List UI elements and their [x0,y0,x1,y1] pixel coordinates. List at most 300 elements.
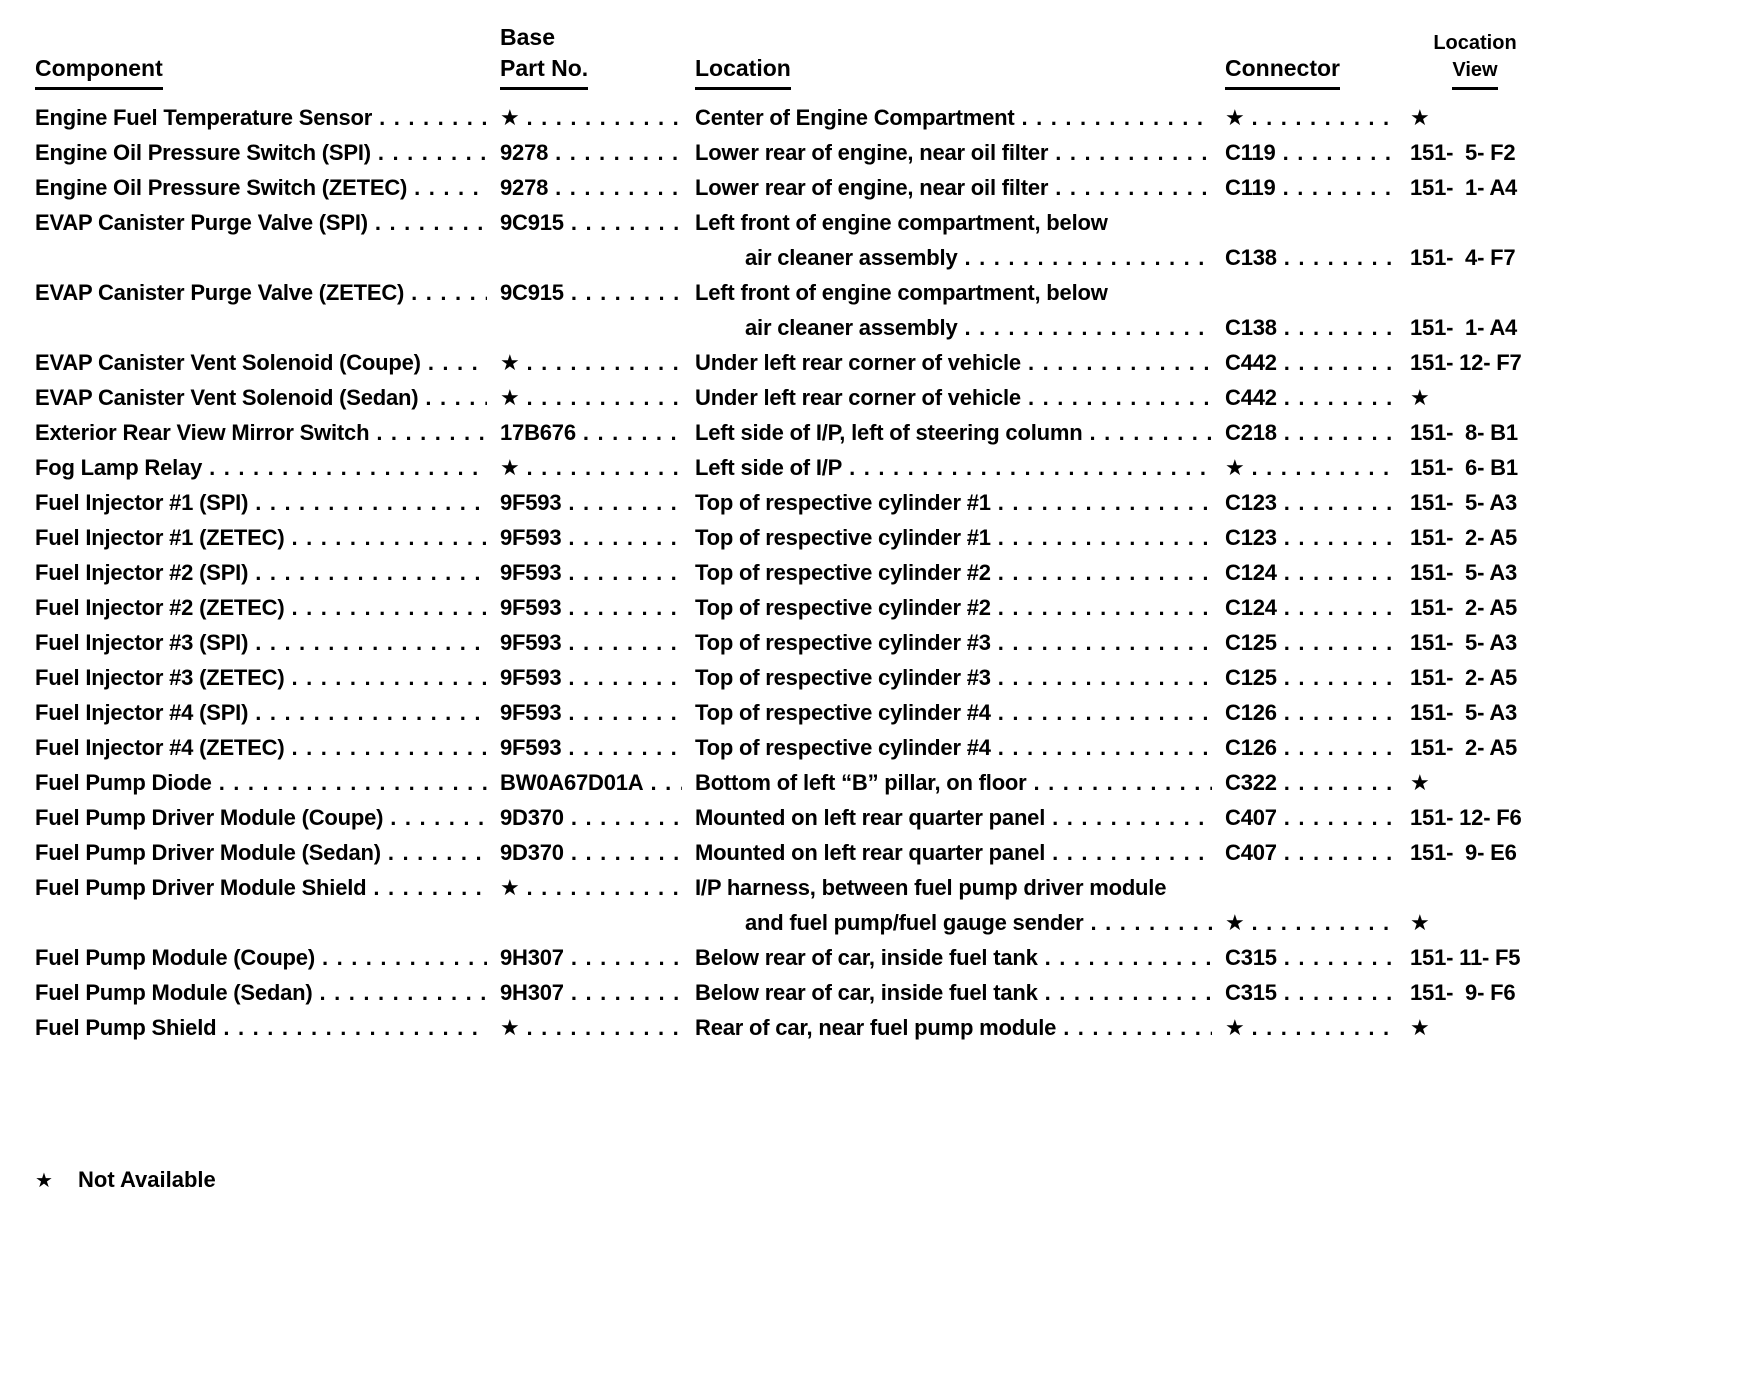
footnote-text: Not Available [78,1167,216,1192]
dot-leader [248,625,487,660]
cell-base-part-no [500,765,695,800]
table-row [35,870,1540,940]
cell-base-part-no [500,520,695,555]
cell-connector [1225,835,1410,870]
dot-leader [1277,520,1397,555]
dot-leader [561,660,682,695]
dot-leader [991,590,1212,625]
dot-leader [1015,100,1212,135]
cell-connector [1225,590,1410,625]
cell-base-part-no [500,975,695,1010]
dot-leader [1021,380,1212,415]
table-row [35,135,1540,170]
location-line [695,555,1225,590]
location-view-value: 151- 12- F7 [1410,350,1522,375]
cell-location-view [1410,1010,1540,1045]
location-view-value: 151- 5- A3 [1410,490,1518,515]
base-part-no-value: 9F593 [500,700,562,725]
dot-leader [1277,660,1397,695]
location-text: Lower rear of engine, near oil filter [695,140,1049,165]
cell-location [695,730,1225,765]
dot-leader [315,940,487,975]
location-view-value: 151- 5- A3 [1410,560,1518,585]
dot-leader [371,135,487,170]
cell-location [695,800,1225,835]
location-view-value: ★ [1410,910,1430,935]
location-text: Top of respective cylinder #4 [695,735,991,760]
component-name: EVAP Canister Purge Valve (SPI) [35,210,368,235]
component-name: EVAP Canister Vent Solenoid (Coupe) [35,350,421,375]
location-line [695,730,1225,765]
cell-location [695,380,1225,415]
dot-leader [991,660,1212,695]
cell-connector [1225,940,1410,975]
location-line [695,765,1225,800]
connector-value: C218 [1225,420,1277,445]
location-text: Top of respective cylinder #2 [695,595,991,620]
location-text: Top of respective cylinder #3 [695,665,991,690]
component-name: Engine Fuel Temperature Sensor [35,105,373,130]
dot-leader [381,835,487,870]
star-icon: ★ [35,1170,53,1192]
location-line [695,415,1225,450]
dot-leader [520,450,682,485]
dot-leader [561,590,682,625]
cell-location [695,415,1225,450]
base-part-no-value: 9H307 [500,980,564,1005]
dot-leader [520,100,682,135]
dot-leader [284,590,487,625]
table-row [35,1010,1540,1045]
cell-base-part-no [500,940,695,975]
cell-location [695,590,1225,625]
dot-leader [1048,170,1212,205]
location-text: Left front of engine compartment, below [695,280,1108,305]
cell-component [35,415,500,450]
cell-base-part-no [500,380,695,415]
location-view-value: ★ [1410,770,1430,795]
base-part-no-value: 9F593 [500,560,562,585]
connector-value: C315 [1225,980,1277,1005]
header-base-part-no-line1: Base [500,24,555,50]
cell-component [35,450,500,485]
location-view-value: 151- 9- F6 [1410,980,1516,1005]
dot-leader [313,975,487,1010]
dot-leader [561,695,682,730]
cell-component [35,730,500,765]
location-text: Left side of I/P, left of steering column [695,420,1083,445]
base-part-no-value: 9C915 [500,280,564,305]
location-text: Under left rear corner of vehicle [695,385,1021,410]
cell-location-view [1410,695,1540,730]
header-location-view [1410,30,1540,90]
component-name: EVAP Canister Vent Solenoid (Sedan) [35,385,419,410]
dot-leader [564,800,682,835]
cell-component [35,135,500,170]
table-row [35,975,1540,1010]
dot-leader [564,940,682,975]
dot-leader [1276,135,1397,170]
location-text: air cleaner assembly [745,245,958,270]
table-row [35,660,1540,695]
dot-leader [1021,345,1212,380]
base-part-no-value: 9F593 [500,525,562,550]
table-header-row [35,22,1540,90]
dot-leader [1277,240,1397,275]
component-name: Fuel Pump Driver Module (Coupe) [35,805,384,830]
cell-component [35,870,500,940]
cell-base-part-no [500,590,695,625]
cell-location-view [1410,590,1540,625]
location-line [695,450,1225,485]
cell-base-part-no [500,800,695,835]
cell-base-part-no [500,730,695,765]
location-line [695,695,1225,730]
component-name: Fuel Pump Diode [35,770,212,795]
location-text: Top of respective cylinder #1 [695,490,991,515]
connector-value: C138 [1225,245,1277,270]
cell-connector [1225,975,1410,1010]
dot-leader [216,1010,487,1045]
component-name: Fuel Injector #2 (SPI) [35,560,249,585]
location-line [695,870,1225,905]
location-line [695,345,1225,380]
location-view-value: 151- 12- F6 [1410,805,1522,830]
connector-value: C124 [1225,560,1277,585]
dot-leader [1082,415,1212,450]
cell-location [695,485,1225,520]
header-base-part-no [500,22,695,90]
location-view-value: ★ [1410,385,1430,410]
table-row [35,485,1540,520]
location-line [695,975,1225,1010]
cell-base-part-no [500,485,695,520]
base-part-no-value: ★ [500,385,520,410]
cell-location-view [1410,485,1540,520]
dot-leader [202,450,487,485]
cell-base-part-no [500,1010,695,1045]
cell-location [695,275,1225,345]
cell-location [695,870,1225,940]
location-text: Below rear of car, inside fuel tank [695,980,1038,1005]
cell-location-view [1410,100,1540,135]
cell-location-view [1410,450,1540,485]
cell-base-part-no [500,555,695,590]
location-line [695,100,1225,135]
location-text: Mounted on left rear quarter panel [695,805,1046,830]
cell-location [695,520,1225,555]
header-location-view-line1: Location [1433,32,1517,54]
cell-component [35,765,500,800]
connector-value: C322 [1225,770,1277,795]
location-line [695,1010,1225,1045]
location-line [695,170,1225,205]
table-row [35,835,1540,870]
cell-location [695,450,1225,485]
location-view-value: 151- 6- B1 [1410,455,1518,480]
dot-leader [520,1010,682,1045]
connector-value: C315 [1225,945,1277,970]
location-line [695,660,1225,695]
location-line [695,800,1225,835]
location-line [695,940,1225,975]
base-part-no-value: ★ [500,455,520,480]
dot-leader [1277,310,1397,345]
cell-component [35,100,500,135]
dot-leader [1277,625,1397,660]
location-text: Center of Engine Compartment [695,105,1015,130]
dot-leader [1045,835,1212,870]
cell-connector [1225,100,1410,135]
base-part-no-value: 9278 [500,140,549,165]
base-part-no-value: 9C915 [500,210,564,235]
cell-location [695,205,1225,275]
connector-value: ★ [1225,910,1245,935]
location-line [695,240,1225,275]
dot-leader [1277,835,1397,870]
table-row [35,380,1540,415]
location-text: Top of respective cylinder #1 [695,525,991,550]
location-view-value: 151- 5- A3 [1410,630,1518,655]
component-name: Fuel Injector #2 (ZETEC) [35,595,285,620]
base-part-no-value: 9H307 [500,945,564,970]
dot-leader [383,800,487,835]
dot-leader [564,975,682,1010]
dot-leader [561,485,682,520]
dot-leader [576,415,682,450]
connector-value: C123 [1225,490,1277,515]
base-part-no-value: 9D370 [500,840,564,865]
table-row [35,520,1540,555]
location-view-value: 151- 1- A4 [1410,315,1518,340]
dot-leader [284,660,487,695]
location-line [695,485,1225,520]
cell-location-view [1410,800,1540,835]
location-text: Under left rear corner of vehicle [695,350,1021,375]
cell-connector [1225,695,1410,730]
location-text: Bottom of left “B” pillar, on floor [695,770,1027,795]
location-text: Top of respective cylinder #3 [695,630,991,655]
cell-location-view [1410,240,1540,275]
dot-leader [561,555,682,590]
table-row [35,695,1540,730]
dot-leader [991,730,1212,765]
dot-leader [369,415,487,450]
cell-connector [1225,800,1410,835]
table-row [35,555,1540,590]
location-view-value: 151- 8- B1 [1410,420,1518,445]
connector-value: C138 [1225,315,1277,340]
cell-base-part-no [500,870,695,940]
cell-location [695,1010,1225,1045]
cell-connector [1225,240,1410,275]
base-part-no-value: 9D370 [500,805,564,830]
dot-leader [564,205,682,240]
cell-component [35,940,500,975]
table-row [35,765,1540,800]
dot-leader [1277,940,1397,975]
cell-connector [1225,135,1410,170]
cell-location [695,345,1225,380]
dot-leader [1245,905,1397,940]
dot-leader [1277,695,1397,730]
cell-base-part-no [500,695,695,730]
table-row [35,170,1540,205]
cell-connector [1225,450,1410,485]
table-row [35,625,1540,660]
location-line [695,520,1225,555]
dot-leader [248,695,487,730]
component-name: Fuel Pump Shield [35,1015,217,1040]
cell-base-part-no [500,100,695,135]
cell-base-part-no [500,170,695,205]
dot-leader [1276,170,1397,205]
dot-leader [991,625,1212,660]
location-text: Left front of engine compartment, below [695,210,1108,235]
cell-location-view [1410,835,1540,870]
location-text: Lower rear of engine, near oil filter [695,175,1049,200]
cell-component [35,800,500,835]
cell-location-view [1410,905,1540,940]
cell-connector [1225,1010,1410,1045]
cell-base-part-no [500,345,695,380]
dot-leader [1245,1010,1397,1045]
cell-location [695,975,1225,1010]
cell-location-view [1410,310,1540,345]
component-name: Fuel Injector #1 (ZETEC) [35,525,285,550]
location-view-value: 151- 11- F5 [1410,945,1521,970]
connector-value: C125 [1225,630,1277,655]
cell-location-view [1410,520,1540,555]
cell-location-view [1410,765,1540,800]
dot-leader [212,765,487,800]
location-view-value: 151- 5- F2 [1410,140,1516,165]
dot-leader [561,730,682,765]
connector-value: C125 [1225,665,1277,690]
location-view-value: 151- 2- A5 [1410,665,1518,690]
cell-component [35,205,500,275]
component-name: Engine Oil Pressure Switch (ZETEC) [35,175,408,200]
cell-base-part-no [500,835,695,870]
cell-component [35,695,500,730]
connector-value: ★ [1225,105,1245,130]
cell-location-view [1410,940,1540,975]
location-view-value: 151- 2- A5 [1410,595,1518,620]
location-text: Top of respective cylinder #4 [695,700,991,725]
dot-leader [991,555,1212,590]
dot-leader [1045,800,1212,835]
cell-connector [1225,415,1410,450]
dot-leader [991,695,1212,730]
base-part-no-value: ★ [500,105,520,130]
table-row [35,730,1540,765]
dot-leader [284,730,487,765]
cell-location [695,170,1225,205]
connector-value: C442 [1225,350,1277,375]
cell-location [695,695,1225,730]
dot-leader [418,380,487,415]
component-name: Fuel Injector #3 (SPI) [35,630,249,655]
connector-value: ★ [1225,455,1245,480]
cell-location [695,135,1225,170]
location-view-value: ★ [1410,1015,1430,1040]
dot-leader [1277,555,1397,590]
location-line [695,135,1225,170]
cell-component [35,345,500,380]
table-body [35,100,1540,1045]
dot-leader [991,485,1212,520]
connector-value: C126 [1225,735,1277,760]
cell-location-view [1410,625,1540,660]
dot-leader [1277,590,1397,625]
connector-value: C442 [1225,385,1277,410]
cell-component [35,520,500,555]
base-part-no-value: 9F593 [500,595,562,620]
cell-connector [1225,905,1410,940]
base-part-no-value: ★ [500,350,520,375]
dot-leader [561,625,682,660]
dot-leader [548,135,682,170]
table-row [35,275,1540,345]
base-part-no-value: ★ [500,875,520,900]
table-row [35,940,1540,975]
base-part-no-value: 9F593 [500,630,562,655]
footnote [35,1167,1540,1193]
connector-value: C124 [1225,595,1277,620]
cell-location-view [1410,415,1540,450]
dot-leader [991,520,1212,555]
component-name: Fuel Injector #4 (SPI) [35,700,249,725]
table-row [35,100,1540,135]
cell-location-view [1410,975,1540,1010]
cell-component [35,660,500,695]
cell-location-view [1410,380,1540,415]
dot-leader [1245,450,1397,485]
base-part-no-value: BW0A67D01A [500,770,644,795]
dot-leader [1277,415,1397,450]
dot-leader [407,170,487,205]
cell-component [35,835,500,870]
table-row [35,345,1540,380]
location-line [695,590,1225,625]
location-text: Below rear of car, inside fuel tank [695,945,1038,970]
cell-connector [1225,765,1410,800]
connector-value: C126 [1225,700,1277,725]
location-text: Top of respective cylinder #2 [695,560,991,585]
cell-base-part-no [500,450,695,485]
dot-leader [1056,1010,1212,1045]
dot-leader [284,520,487,555]
dot-leader [1038,975,1212,1010]
location-text: Mounted on left rear quarter panel [695,840,1046,865]
location-line [695,275,1225,310]
component-name: Engine Oil Pressure Switch (SPI) [35,140,371,165]
component-name: Fog Lamp Relay [35,455,203,480]
component-name: Fuel Injector #1 (SPI) [35,490,249,515]
cell-connector [1225,380,1410,415]
connector-value: C119 [1225,140,1276,165]
table-row [35,800,1540,835]
location-text: I/P harness, between fuel pump driver module [695,875,1167,900]
cell-component [35,485,500,520]
cell-location [695,940,1225,975]
dot-leader [1038,940,1212,975]
cell-component [35,380,500,415]
cell-connector [1225,625,1410,660]
cell-location-view [1410,730,1540,765]
cell-component [35,1010,500,1045]
cell-connector [1225,660,1410,695]
